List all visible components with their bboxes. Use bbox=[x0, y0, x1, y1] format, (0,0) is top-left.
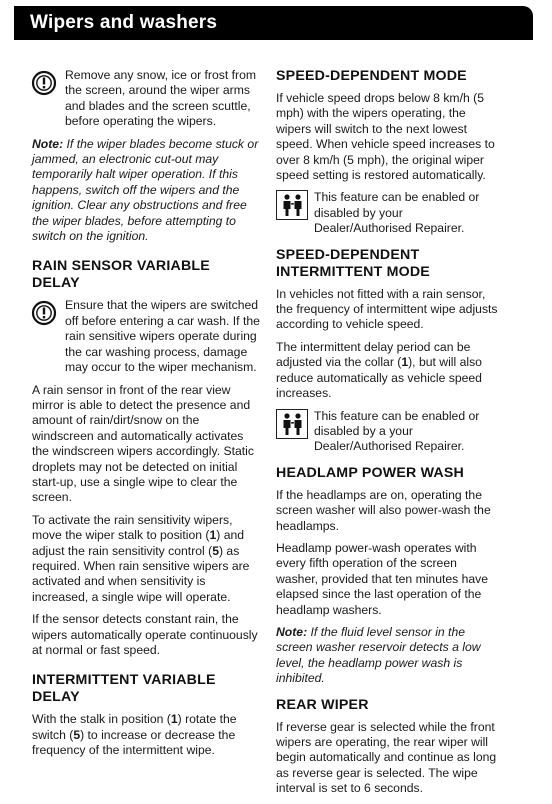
paragraph-speed-intermittent-2: The intermittent delay period can be adjusted via the collar (1), but will also reduce automatically as vehicle speed increases. bbox=[276, 339, 482, 401]
warning-text: Ensure that the wipers are switched off before entering a car wash. If the rain sensitive wipers operate during the car washing process, damage may occur to the wiper mechanism. bbox=[65, 298, 260, 375]
warning-snow-ice bbox=[32, 68, 260, 130]
page-header bbox=[14, 6, 533, 40]
section-heading-headlamp: HEADLAMP POWER WASH bbox=[276, 464, 464, 481]
dealer-notice-text: This feature can be enabled or disabled by your Dealer/Authorised Repairer. bbox=[314, 190, 480, 236]
warning-car-wash bbox=[32, 298, 260, 375]
right-column bbox=[276, 68, 498, 804]
dealer-notice bbox=[276, 409, 498, 455]
section-heading-rear-wiper: REAR WIPER bbox=[276, 696, 369, 713]
dealer-notice bbox=[276, 190, 498, 236]
paragraph-speed-dependent: If vehicle speed drops below 8 km/h (5 mph) with the wipers operating, the wipers will switch to the next lowest speed. When vehicle speed increases to over 8 km/h (5 mph), the original wiper speed setting is restored automatically. bbox=[276, 91, 495, 183]
paragraph-headlamp-1: If the headlamps are on, operating the screen washer will also power-wash the headlamps. bbox=[276, 487, 491, 533]
paragraph-speed-intermittent-1: In vehicles not fitted with a rain sensor, the frequency of intermittent wipe adjusts according to vehicle speed. bbox=[276, 286, 498, 332]
paragraph-rain-sensor: A rain sensor in front of the rear view mirror is able to detect the presence and amount of rain/dirt/snow on the windscreen and automatically activates the windscreen wipers accordingly. Static droplets may not be detected on initial start-up, use a single wipe to clear the screen. bbox=[32, 382, 254, 505]
section-heading-speed-dependent: SPEED-DEPENDENT MODE bbox=[276, 68, 467, 84]
note-wiper-stuck: Note: If the wiper blades become stuck or jammed, an electronic cut-out may temporarily halt wiper operation. If this happens, switch off the wipers and the ignition. Clear any obstructions and free the wiper blades, before attempting to switch on the ignition. bbox=[32, 136, 259, 244]
paragraph-headlamp-2: Headlamp power-wash operates with every fifth operation of the screen washer, provided that ten minutes have elapsed since the last operation of the headlamp washers. bbox=[276, 540, 489, 617]
dealer-technician-icon bbox=[276, 409, 308, 439]
dealer-technician-icon bbox=[276, 190, 308, 220]
dealer-notice-text: This feature can be enabled or disabled by a your Dealer/Authorised Repairer. bbox=[314, 408, 480, 454]
paragraph-rear-wiper: If reverse gear is selected while the front wipers are operating, the rear wiper will begin automatically and continue as long as reverse gear is selected. The wipe interval is set to 6 seconds. bbox=[276, 719, 497, 796]
section-heading-speed-intermittent: SPEED-DEPENDENT INTERMITTENT MODE bbox=[276, 246, 430, 280]
paragraph-rain-activate: To activate the rain sensitivity wipers, move the wiper stalk to position (1) and adjust the rain sensitivity control (5) as required. When rain sensitive wipers are activated and when sensitivity is increased, a single wipe will operate. bbox=[32, 512, 250, 604]
section-heading-intermittent: INTERMITTENT VARIABLE DELAY bbox=[32, 672, 216, 706]
left-column bbox=[32, 68, 260, 766]
warning-icon bbox=[31, 70, 57, 96]
paragraph-rain-constant: If the sensor detects constant rain, the wipers automatically operate continuously at normal or fast speed. bbox=[32, 612, 258, 657]
warning-text: Remove any snow, ice or frost from the screen, around the wiper arms and blades and the screen scuttle, before operating the wipers. bbox=[65, 68, 257, 129]
note-fluid-level: Note: If the fluid level sensor in the screen washer reservoir detects a low level, the headlamp power wash is inhibited. bbox=[276, 624, 481, 686]
page-title: Wipers and washers bbox=[30, 12, 218, 33]
warning-icon bbox=[31, 300, 57, 326]
paragraph-intermittent: With the stalk in position (1) rotate the switch (5) to increase or decrease the frequency of the intermittent wipe. bbox=[32, 712, 237, 758]
section-heading-rain-sensor: RAIN SENSOR VARIABLE DELAY bbox=[32, 258, 210, 292]
